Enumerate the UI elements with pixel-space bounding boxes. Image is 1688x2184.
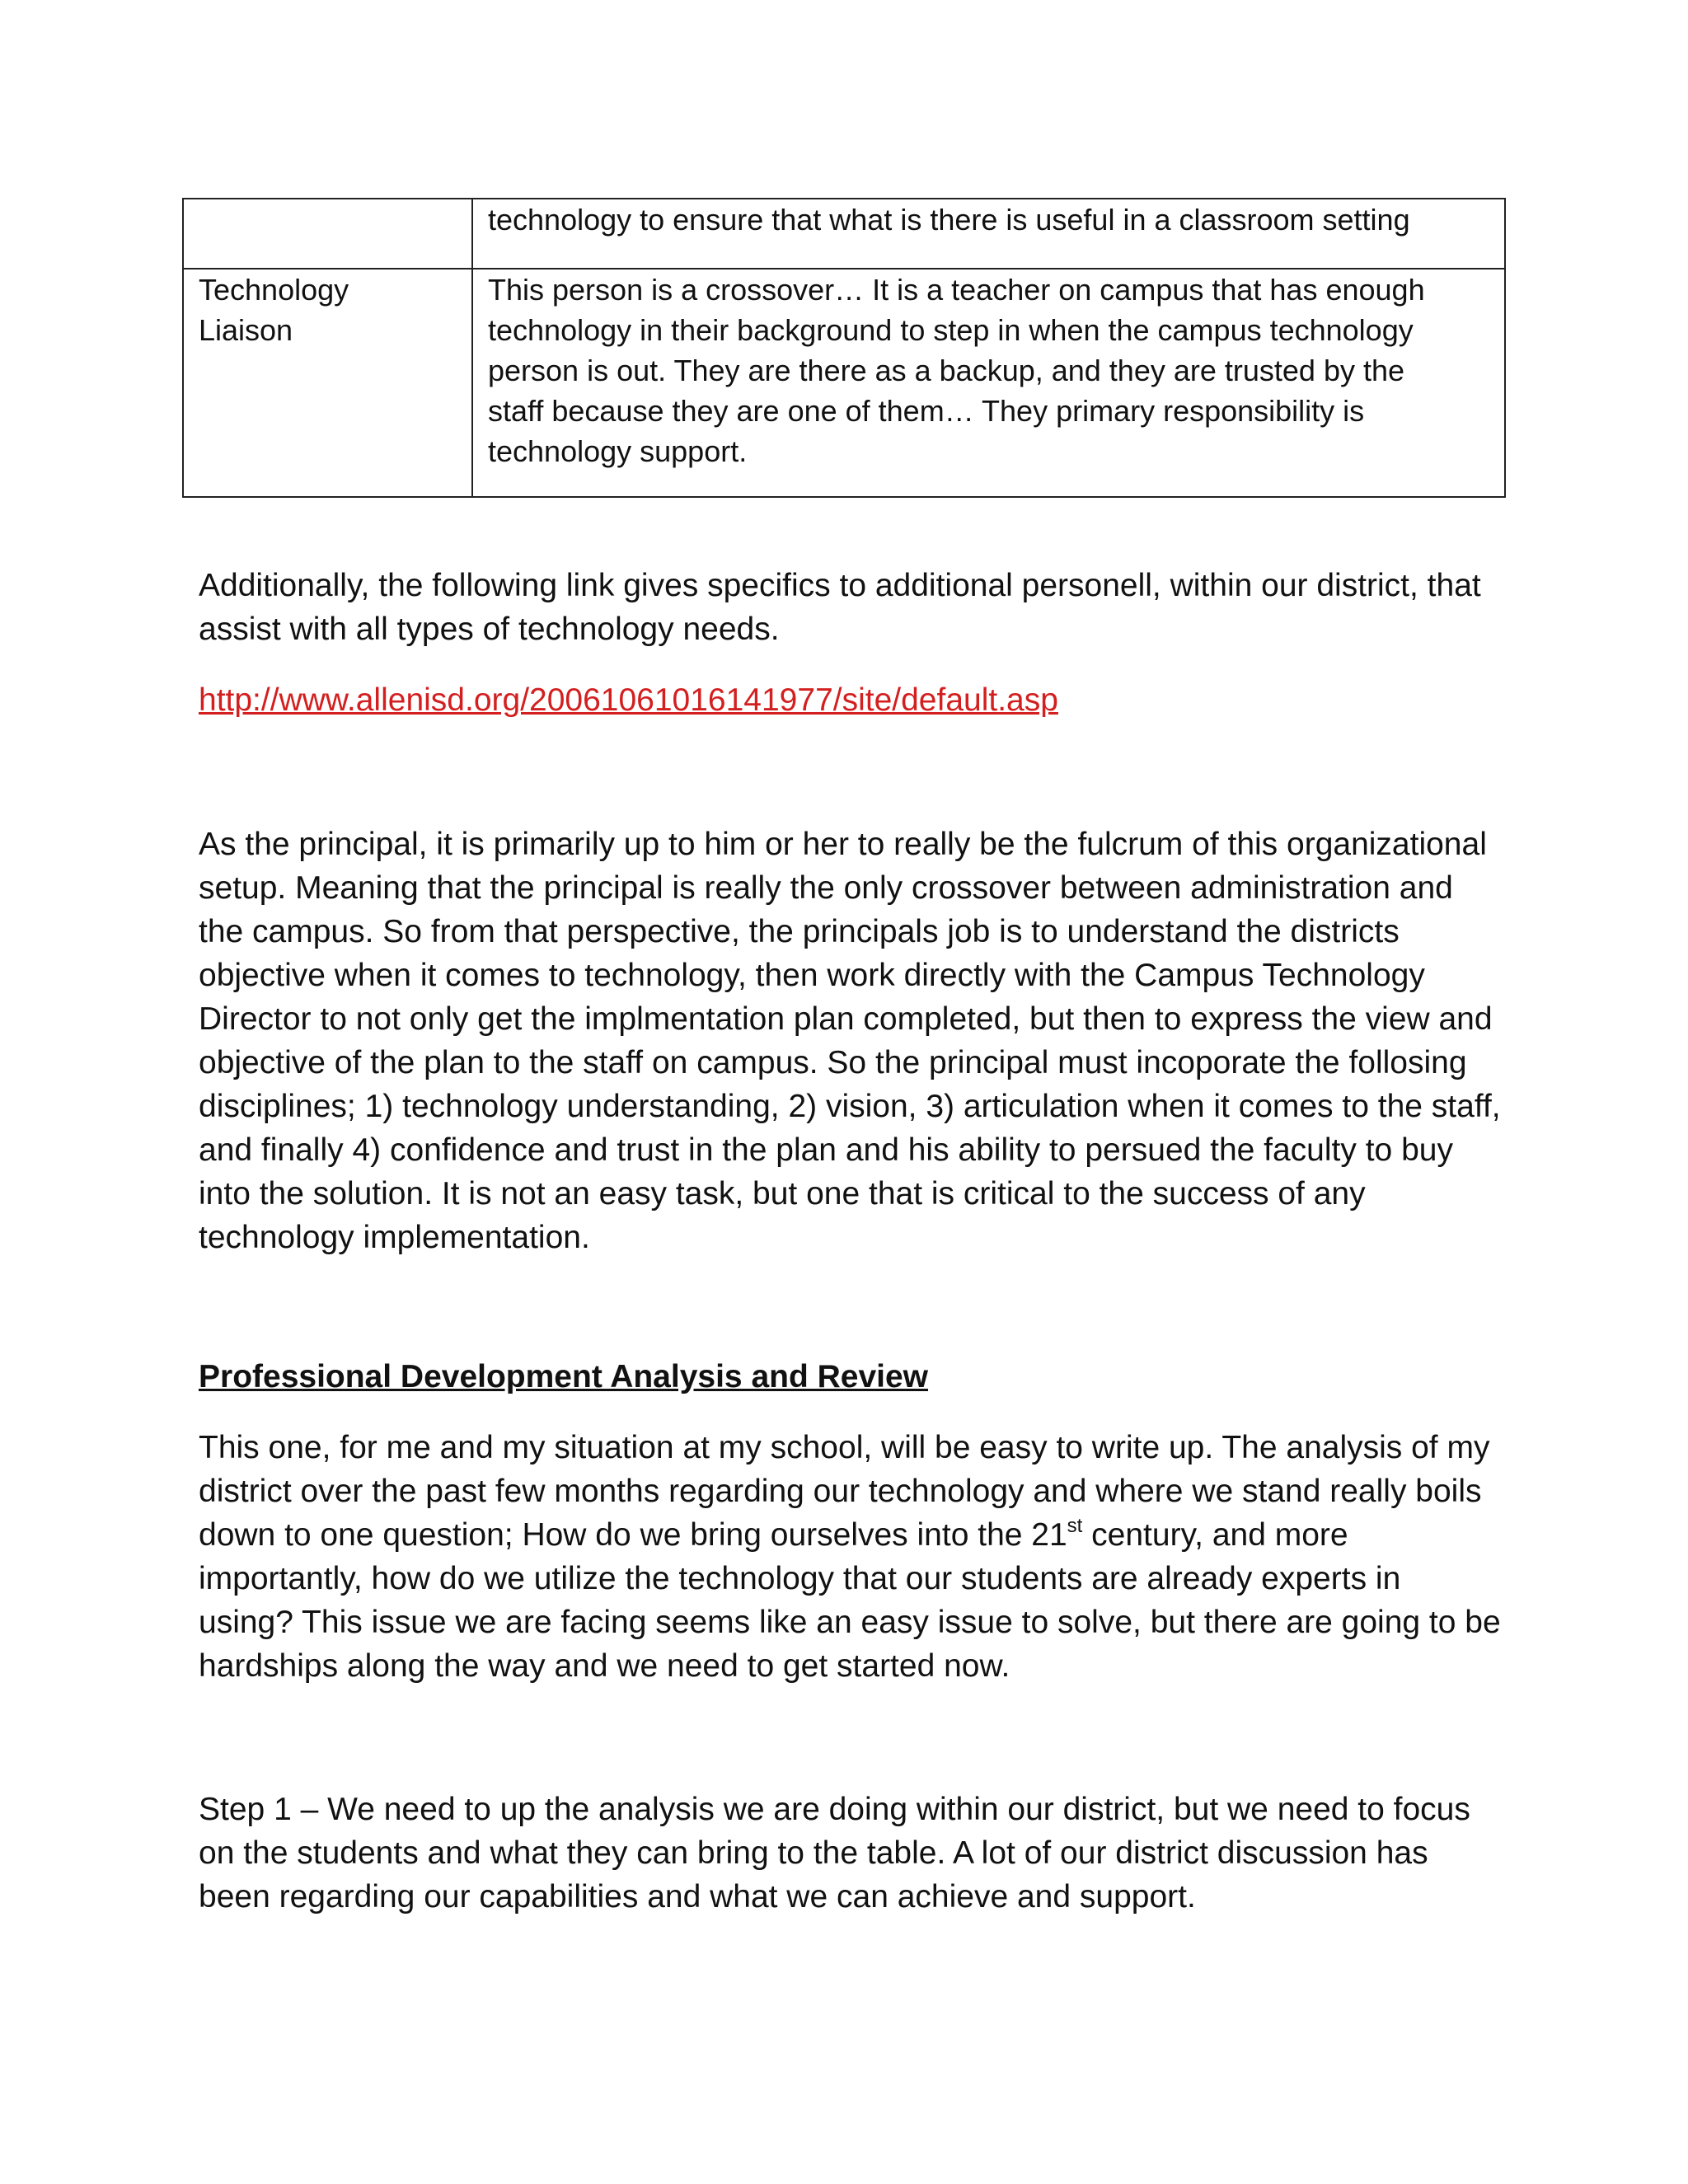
description-text: This person is a crossover… It is a teacher on campus that has enough technology in their background to step in when the campus technology person is out. They are there as a backup, and they are trusted by the staff because they are one of them… They primary responsibility is technology support. [488, 273, 1425, 468]
table-row [183, 199, 1505, 269]
description-cell [472, 199, 1505, 269]
role-text: Technology Liaison [199, 273, 349, 347]
role-cell [183, 199, 472, 269]
principal-paragraph: As the principal, it is primarily up to him or her to really be the fulcrum of this organizational setup. Meaning that the principal is really the only crossover between administration and the campus. So from that perspective, the principals job is to understand the districts objective when it comes to technology, then work directly with the Campus Technology Director to not only get the implmentation plan completed, but then to express the view and objective of the plan to the staff on campus. So the principal must incoporate the follosing disciplines; 1) technology understanding, 2) vision, 3) articulation when it comes to the staff, and finally 4) confidence and trust in the plan and his ability to persued the faculty to buy into the solution. It is not an easy task, but one that is critical to the success of any technology implementation. [199, 827, 1501, 1255]
district-link[interactable]: http://www.allenisd.org/20061061016141977/site/default.asp [199, 682, 1058, 718]
professional-development-paragraph [199, 1426, 1501, 1688]
roles-table [182, 198, 1506, 498]
description-cell [472, 269, 1505, 497]
link-paragraph [199, 678, 1501, 722]
pd-text-start: This one, for me and my situation at my school, will be easy to write up. The analysis of my district over the past few months regarding our technology and where we stand really boils down to one question; How do we bring ourselves into the 21 [199, 1430, 1490, 1553]
ordinal-superscript: st [1067, 1515, 1083, 1537]
step-1-paragraph: Step 1 – We need to up the analysis we are doing within our district, but we need to focus on the students and what they can bring to the table. A lot of our district discussion has been regarding our capabilities and what we can achieve and support. [199, 1792, 1470, 1915]
section-heading: Professional Development Analysis and Review [199, 1359, 929, 1394]
table-row [183, 269, 1505, 497]
pd-text-end: century, and more importantly, how do we utilize the technology that our students are already experts in using? This issue we are facing seems like an easy issue to solve, but there are going to be hardships along the way and we need to get started now. [199, 1517, 1501, 1684]
role-cell [183, 269, 472, 497]
description-text: technology to ensure that what is there is useful in a classroom setting [488, 203, 1410, 237]
additional-personnel-paragraph: Additionally, the following link gives specifics to additional personell, within our district, that assist with all types of technology needs. [199, 568, 1481, 647]
